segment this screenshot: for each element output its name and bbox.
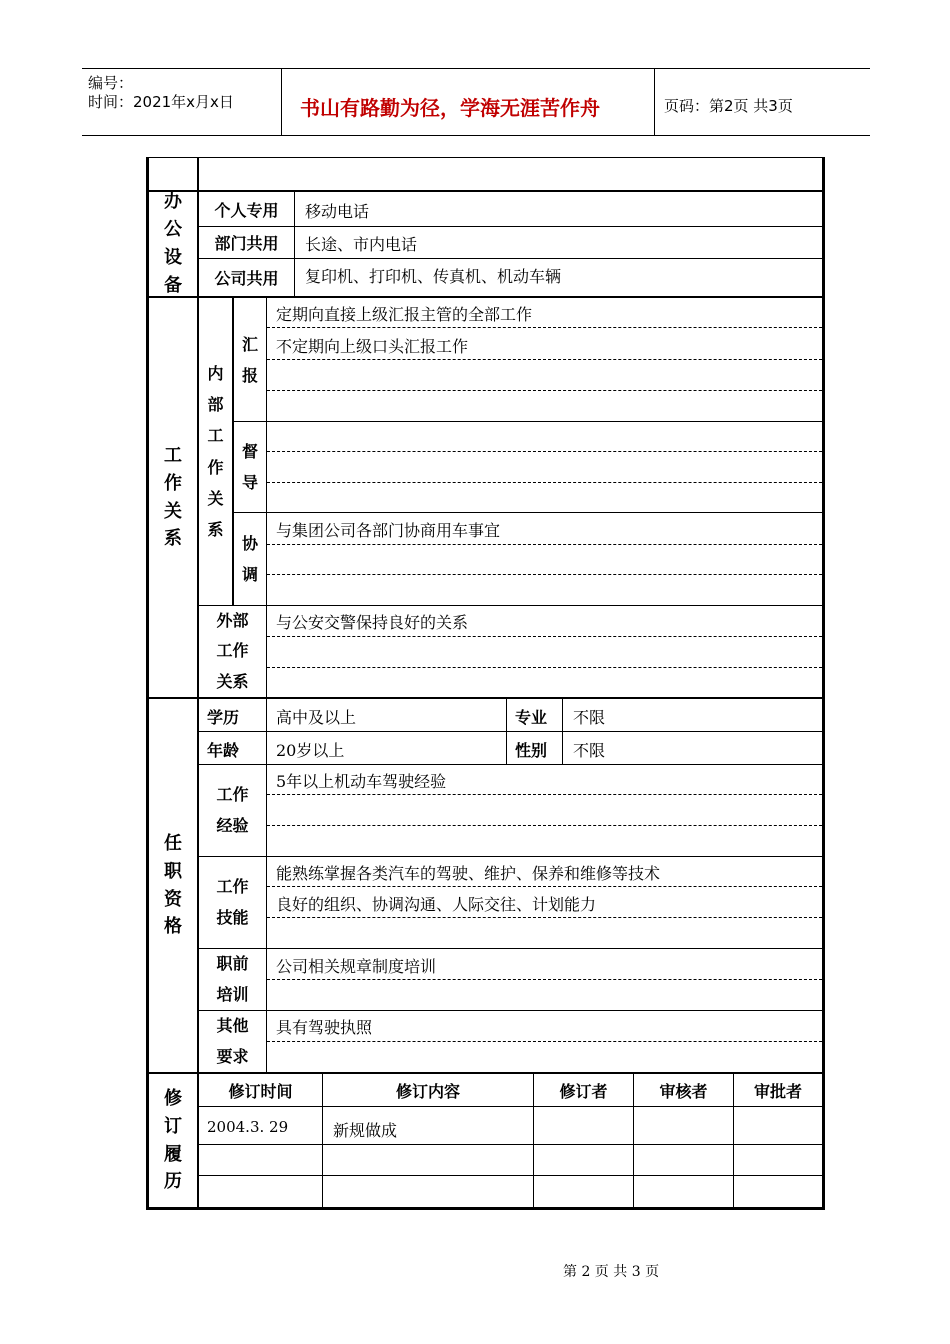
supervise-title: 督 导 — [241, 441, 258, 492]
equipment-value-company: 复印机、打印机、传真机、机动车辆 — [305, 267, 562, 286]
document-date: 时间：2021年x月x日 — [88, 93, 234, 111]
skills-line-1: 能熟练掌握各类汽车的驾驶、维护、保养和维修等技术 — [276, 864, 661, 883]
page-info: 页码：第2页 共3页 — [664, 97, 793, 115]
experience-line-1: 5年以上机动车驾驶经验 — [276, 772, 447, 791]
age-value: 20岁以上 — [276, 741, 345, 760]
equipment-label-company: 公司共用 — [214, 269, 279, 288]
revision-header-reviser: 修订者 — [559, 1082, 608, 1101]
revision-row-1-time: 2004.3. 29 — [207, 1118, 289, 1136]
work-relations-title: 工 作 关 系 — [164, 444, 182, 550]
coordinate-title: 协 调 — [241, 533, 258, 584]
supervise-bottom-line — [234, 512, 822, 513]
revision-history-title: 修 订 履 历 — [164, 1087, 182, 1193]
experience-bottom-line — [199, 856, 822, 857]
office-equipment-title: 办 公 设 备 — [164, 191, 182, 296]
external-line-1: 与公安交警保持良好的关系 — [276, 613, 469, 632]
separator-relations — [146, 697, 825, 699]
header-divider-2 — [654, 68, 655, 136]
report-dash-2 — [267, 359, 822, 360]
education-row-line — [199, 731, 822, 732]
experience-title: 工作 经验 — [216, 785, 249, 835]
revision-header-content: 修订内容 — [395, 1082, 460, 1101]
training-dash-1 — [267, 979, 822, 980]
training-bottom-line — [199, 1010, 822, 1011]
frame-right-border — [822, 157, 825, 1210]
revision-row-line-1 — [199, 1144, 822, 1145]
education-value: 高中及以上 — [276, 708, 357, 727]
revision-header-time: 修订时间 — [228, 1082, 293, 1101]
other-dash-1 — [267, 1041, 822, 1042]
equipment-value-department: 长途、市内电话 — [305, 235, 418, 254]
age-row-line — [199, 764, 822, 765]
major-value: 不限 — [573, 708, 606, 727]
gender-label: 性别 — [515, 741, 548, 760]
equipment-label-department: 部门共用 — [214, 234, 279, 253]
major-label: 专业 — [515, 708, 548, 727]
external-label-line — [266, 605, 267, 697]
revision-header-approver: 审批者 — [753, 1082, 802, 1101]
separator-qualifications — [146, 1072, 825, 1074]
gender-value: 不限 — [573, 741, 606, 760]
header-motto: 书山有路勤为径，学海无涯苦作舟 — [300, 96, 600, 120]
internal-relations-title: 内 部 工 作 关 系 — [207, 363, 224, 539]
external-dash-2 — [267, 667, 822, 668]
supervise-dash-2 — [267, 482, 822, 483]
equipment-label-divider — [294, 192, 295, 296]
report-line-1: 定期向直接上级汇报主管的全部工作 — [276, 305, 533, 324]
other-line-1: 具有驾驶执照 — [276, 1018, 373, 1037]
report-bottom-line — [234, 421, 822, 422]
report-title: 汇 报 — [241, 334, 258, 385]
coordinate-dash-2 — [267, 574, 822, 575]
internal-external-separator — [199, 605, 822, 606]
coordinate-dash-1 — [267, 544, 822, 545]
report-line-2: 不定期向上级口头汇报工作 — [276, 337, 469, 356]
equipment-label-personal: 个人专用 — [214, 201, 279, 220]
age-label: 年龄 — [207, 741, 240, 760]
equipment-value-personal: 移动电话 — [305, 202, 370, 221]
separator-top-blank — [146, 190, 825, 192]
coordinate-line-1: 与集团公司各部门协商用车事宜 — [276, 521, 501, 540]
frame-bottom-border — [146, 1207, 825, 1210]
training-line-1: 公司相关规章制度培训 — [276, 957, 437, 976]
revision-header-line — [199, 1106, 822, 1107]
revision-row-line-2 — [199, 1175, 822, 1176]
external-dash-1 — [267, 636, 822, 637]
skills-line-2: 良好的组织、协调沟通、人际交往、计划能力 — [276, 895, 597, 914]
supervise-dash-1 — [267, 451, 822, 452]
header-top-rule — [82, 68, 870, 69]
header-bottom-rule — [82, 135, 870, 136]
education-label: 学历 — [207, 708, 240, 727]
experience-dash-2 — [267, 825, 822, 826]
frame-top-border — [146, 157, 825, 158]
skills-bottom-line — [199, 948, 822, 949]
revision-header-reviewer: 审核者 — [659, 1082, 708, 1101]
qualifications-title: 任 职 资 格 — [164, 832, 182, 938]
other-requirements-title: 其他 要求 — [216, 1016, 249, 1066]
document-number-label: 编号： — [88, 74, 134, 92]
skills-dash-2 — [267, 917, 822, 918]
training-title: 职前 培训 — [216, 954, 249, 1004]
header-divider-1 — [281, 68, 282, 136]
skills-dash-1 — [267, 886, 822, 887]
revision-row-1-content: 新规做成 — [333, 1121, 398, 1140]
report-dash-3 — [267, 390, 822, 391]
external-relations-title: 外部 工作 关系 — [216, 610, 249, 691]
report-dash-1 — [267, 327, 822, 328]
experience-dash-1 — [267, 794, 822, 795]
page-footer: 第 2 页 共 3 页 — [563, 1264, 660, 1280]
skills-title: 工作 技能 — [216, 877, 249, 927]
